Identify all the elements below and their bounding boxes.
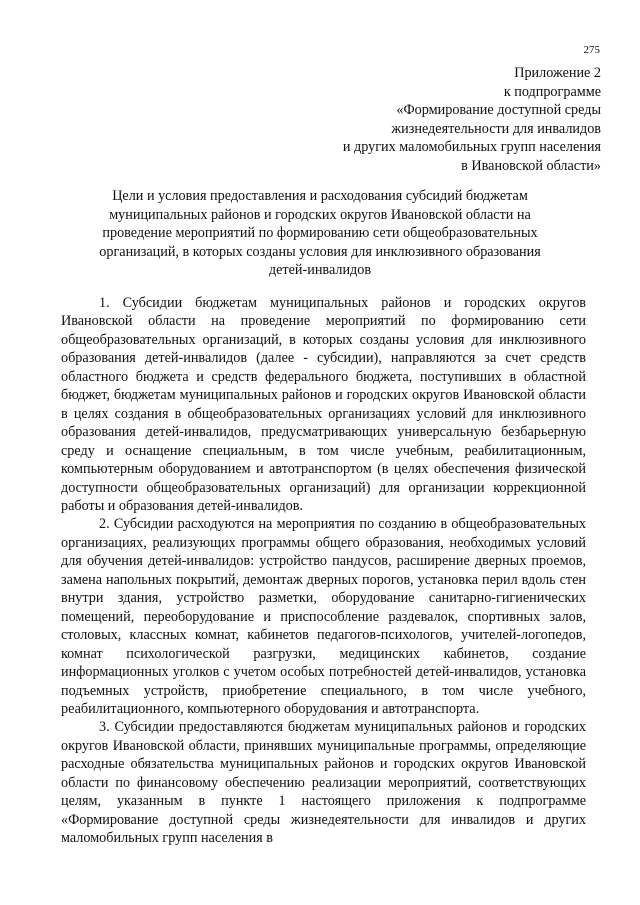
annex-line: «Формирование доступной среды <box>396 102 601 119</box>
annex-line: в Ивановской области» <box>461 157 601 174</box>
document-title <box>60 187 580 280</box>
title-line: детей-инвалидов <box>268 262 372 279</box>
title-line: Цели и условия предоставления и расходования субсидий бюджетам <box>112 188 528 204</box>
annex-header <box>343 64 601 176</box>
annex-line: к подпрограмме <box>503 83 601 100</box>
paragraph-1: 1. Субсидии бюджетам муниципальных районов и городских округов Ивановской области на проведение мероприятий по формированию сети общеобразовательных организаций, в которых созданы условия для инклюзивного образования детей-инвалидов (далее - субсидии), направляются за счет средств областного бюджета и средств федерального бюджета, поступивших в областной бюджет, бюджетам муниципальных районов и городских округов Ивановской области в целях создания в общеобразовательных организациях условий для инклюзивного образования детей-инвалидов, предусматривающих универсальную безбарьерную среду и оснащение специальным, в том числе учебным, реабилитационным, компьютерным оборудованием и автотранспортом (в целях обеспечения физической доступности общеобразовательных организаций) для организации коррекционной работы и образования детей-инвалидов. <box>61 295 586 514</box>
title-line: проведение мероприятий по формированию сети общеобразовательных <box>102 225 538 242</box>
document-body <box>61 294 586 848</box>
paragraph-2: 2. Субсидии расходуются на мероприятия по созданию в общеобразовательных организациях, реализующих программы общего образования, необходимых условий для обучения детей-инвалидов: устройство пандусов, расширение дверных проемов, замена напольных покрытий, демонтаж дверных порогов, установка перил вдоль стен внутри здания, устройство разметки, оборудование санитарно-гигиенических помещений, переоборудование и приспособление раздевалок, спортивных залов, столовых, классных комнат, кабинетов педагогов-психологов, учителей-логопедов, комнат психологической разгрузки, медицинских кабинетов, создание информационных уголков с учетом особых потребностей детей-инвалидов, установка подъемных устройств, приобретение специального, в том числе учебного, реабилитационного, компьютерного оборудования и автотранспорта. <box>61 516 586 717</box>
title-line: муниципальных районов и городских округов Ивановской области на <box>109 206 531 223</box>
page-number: 275 <box>583 44 600 56</box>
annex-line: жизнедеятельности для инвалидов <box>391 120 601 137</box>
title-line: организаций, в которых созданы условия для инклюзивного образования <box>99 243 541 260</box>
annex-line: и других маломобильных групп населения <box>342 139 601 156</box>
annex-line: Приложение 2 <box>514 65 601 81</box>
paragraph-3: 3. Субсидии предоставляются бюджетам муниципальных районов и городских округов Ивановской области, принявших муниципальные программы, определяющие расходные обязательства муниципальных районов и городских округов Ивановской области по финансовому обеспечению реализации мероприятий, соответствующих целям, указанным в пункте 1 настоящего приложения к подпрограмме «Формирование доступной среды жизнедеятельности для инвалидов и других маломобильных групп населения в <box>61 719 586 847</box>
